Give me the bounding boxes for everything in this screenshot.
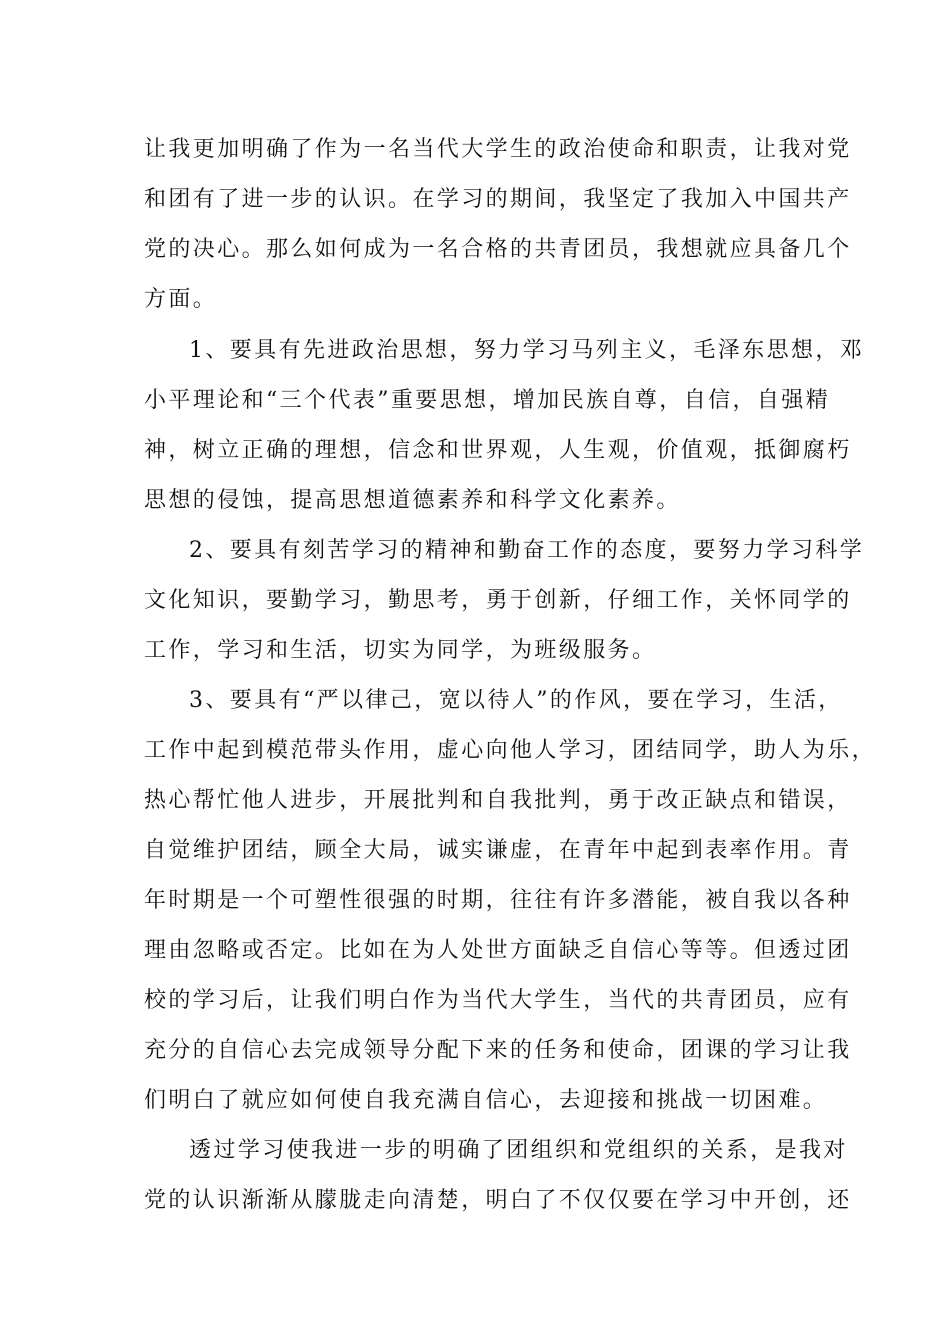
text-line: 3、要具有“严以律己，宽以待人”的作风，要在学习，生活， [189, 688, 843, 713]
text-line: 和团有了进一步的认识。在学习的期间，我坚定了我加入中国共产 [144, 187, 852, 212]
text-line: 党的认识渐渐从朦胧走向清楚，明白了不仅仅要在学习中开创，还 [144, 1188, 852, 1213]
text-line: 党的决心。那么如何成为一名合格的共青团员，我想就应具备几个 [144, 237, 852, 262]
text-line: 校的学习后，让我们明白作为当代大学生，当代的共青团员，应有 [144, 988, 852, 1013]
text-line: 理由忽略或否定。比如在为人处世方面缺乏自信心等等。但透过团 [144, 938, 852, 963]
text-line: 思想的侵蚀，提高思想道德素养和科学文化素养。 [144, 488, 681, 513]
text-line: 们明白了就应如何使自我充满自信心，去迎接和挑战一切困难。 [144, 1088, 828, 1113]
text-line: 神，树立正确的理想，信念和世界观，人生观，价值观，抵御腐朽 [144, 438, 852, 463]
text-line: 让我更加明确了作为一名当代大学生的政治使命和职责，让我对党 [144, 137, 852, 162]
text-line: 热心帮忙他人进步，开展批判和自我批判，勇于改正缺点和错误， [144, 788, 852, 813]
text-line: 小平理论和“三个代表”重要思想，增加民族自尊，自信，自强精 [144, 388, 831, 413]
text-line: 透过学习使我进一步的明确了团组织和党组织的关系，是我对 [189, 1138, 848, 1163]
text-line: 工作中起到模范带头作用，虚心向他人学习，团结同学，助人为乐， [144, 738, 877, 763]
text-line: 文化知识，要勤学习，勤思考，勇于创新，仔细工作，关怀同学的 [144, 588, 852, 613]
text-line: 方面。 [144, 287, 218, 312]
text-line: 年时期是一个可塑性很强的时期，往往有许多潜能，被自我以各种 [144, 888, 852, 913]
text-line: 自觉维护团结，顾全大局，诚实谦虚，在青年中起到表率作用。青 [144, 838, 852, 863]
text-line: 工作，学习和生活，切实为同学，为班级服务。 [144, 638, 657, 663]
text-line: 2、要具有刻苦学习的精神和勤奋工作的态度，要努力学习科学 [189, 538, 865, 563]
text-line: 1、要具有先进政治思想，努力学习马列主义，毛泽东思想，邓 [189, 338, 865, 363]
text-line: 充分的自信心去完成领导分配下来的任务和使命，团课的学习让我 [144, 1038, 852, 1063]
